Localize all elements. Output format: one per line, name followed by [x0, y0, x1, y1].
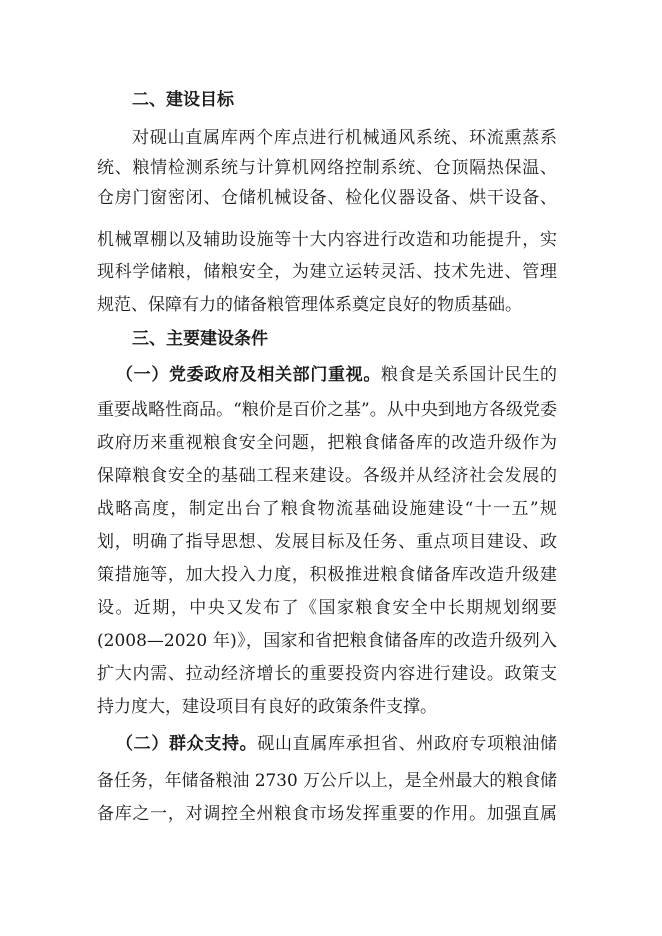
- condition1-line: 设。近期，中央又发布了《国家粮食安全中长期规划纲要: [97, 598, 557, 618]
- goal-line-1: 对砚山直属库两个库点进行机械通风系统、环流熏蒸系: [132, 128, 557, 148]
- goal-line-2: 统、粮情检测系统与计算机网络控制系统、仓顶隔热保温、: [97, 158, 557, 178]
- condition2-line: 备库之一，对调控全州粮食市场发挥重要的作用。加强直属: [97, 804, 557, 824]
- goal-line-3: 仓房门窗密闭、仓储机械设备、检化仪器设备、烘干设备、: [97, 188, 557, 208]
- condition1-line: 保障粮食安全的基础工程来建设。各级并从经济社会发展的: [97, 466, 557, 486]
- condition1-lead: （一）党委政府及相关部门重视。: [116, 365, 381, 385]
- section-heading-main-conditions: 三、主要建设条件: [132, 329, 268, 349]
- goal-line-5: 现科学储粮，储粮安全，为建立运转灵活、技术先进、管理: [97, 262, 557, 282]
- condition1-line: 划，明确了指导思想、发展目标及任务、重点项目建设、政: [97, 532, 557, 552]
- condition1-line: 重要战略性商品。“粮价是百价之基”。从中央到地方各级党委: [97, 400, 557, 420]
- condition1-line: 战略高度，制定出台了粮食物流基础设施建设“十一五”规: [97, 499, 557, 519]
- condition2-first-text: 砚山直属库承担省、州政府专项粮油储: [257, 734, 558, 754]
- condition1-line: 扩大内需、拉动经济增长的重要投资内容进行建设。政策支: [97, 664, 557, 684]
- condition2-line: 备任务，年储备粮油 2730 万公斤以上，是全州最大的粮食储: [97, 770, 557, 790]
- condition1-line: 持力度大，建设项目有良好的政策条件支撑。: [97, 697, 437, 717]
- condition2-lead: （二）群众支持。: [116, 734, 258, 754]
- section-heading-construction-goal: 二、建设目标: [132, 90, 234, 110]
- condition2-first-line: [116, 733, 557, 755]
- condition1-first-text: 粮食是关系国计民生的: [381, 365, 557, 385]
- condition1-first-line: [116, 364, 557, 386]
- condition1-line: (2008—2020 年)》，国家和省把粮食储备库的改造升级列入: [97, 631, 557, 651]
- goal-line-4: 机械罩棚以及辅助设施等十大内容进行改造和功能提升，实: [97, 230, 557, 250]
- condition1-line: 策措施等，加大投入力度，积极推进粮食储备库改造升级建: [97, 565, 557, 585]
- condition1-line: 政府历来重视粮食安全问题，把粮食储备库的改造升级作为: [97, 433, 557, 453]
- goal-line-6: 规范、保障有力的储备粮管理体系奠定良好的物质基础。: [97, 295, 522, 315]
